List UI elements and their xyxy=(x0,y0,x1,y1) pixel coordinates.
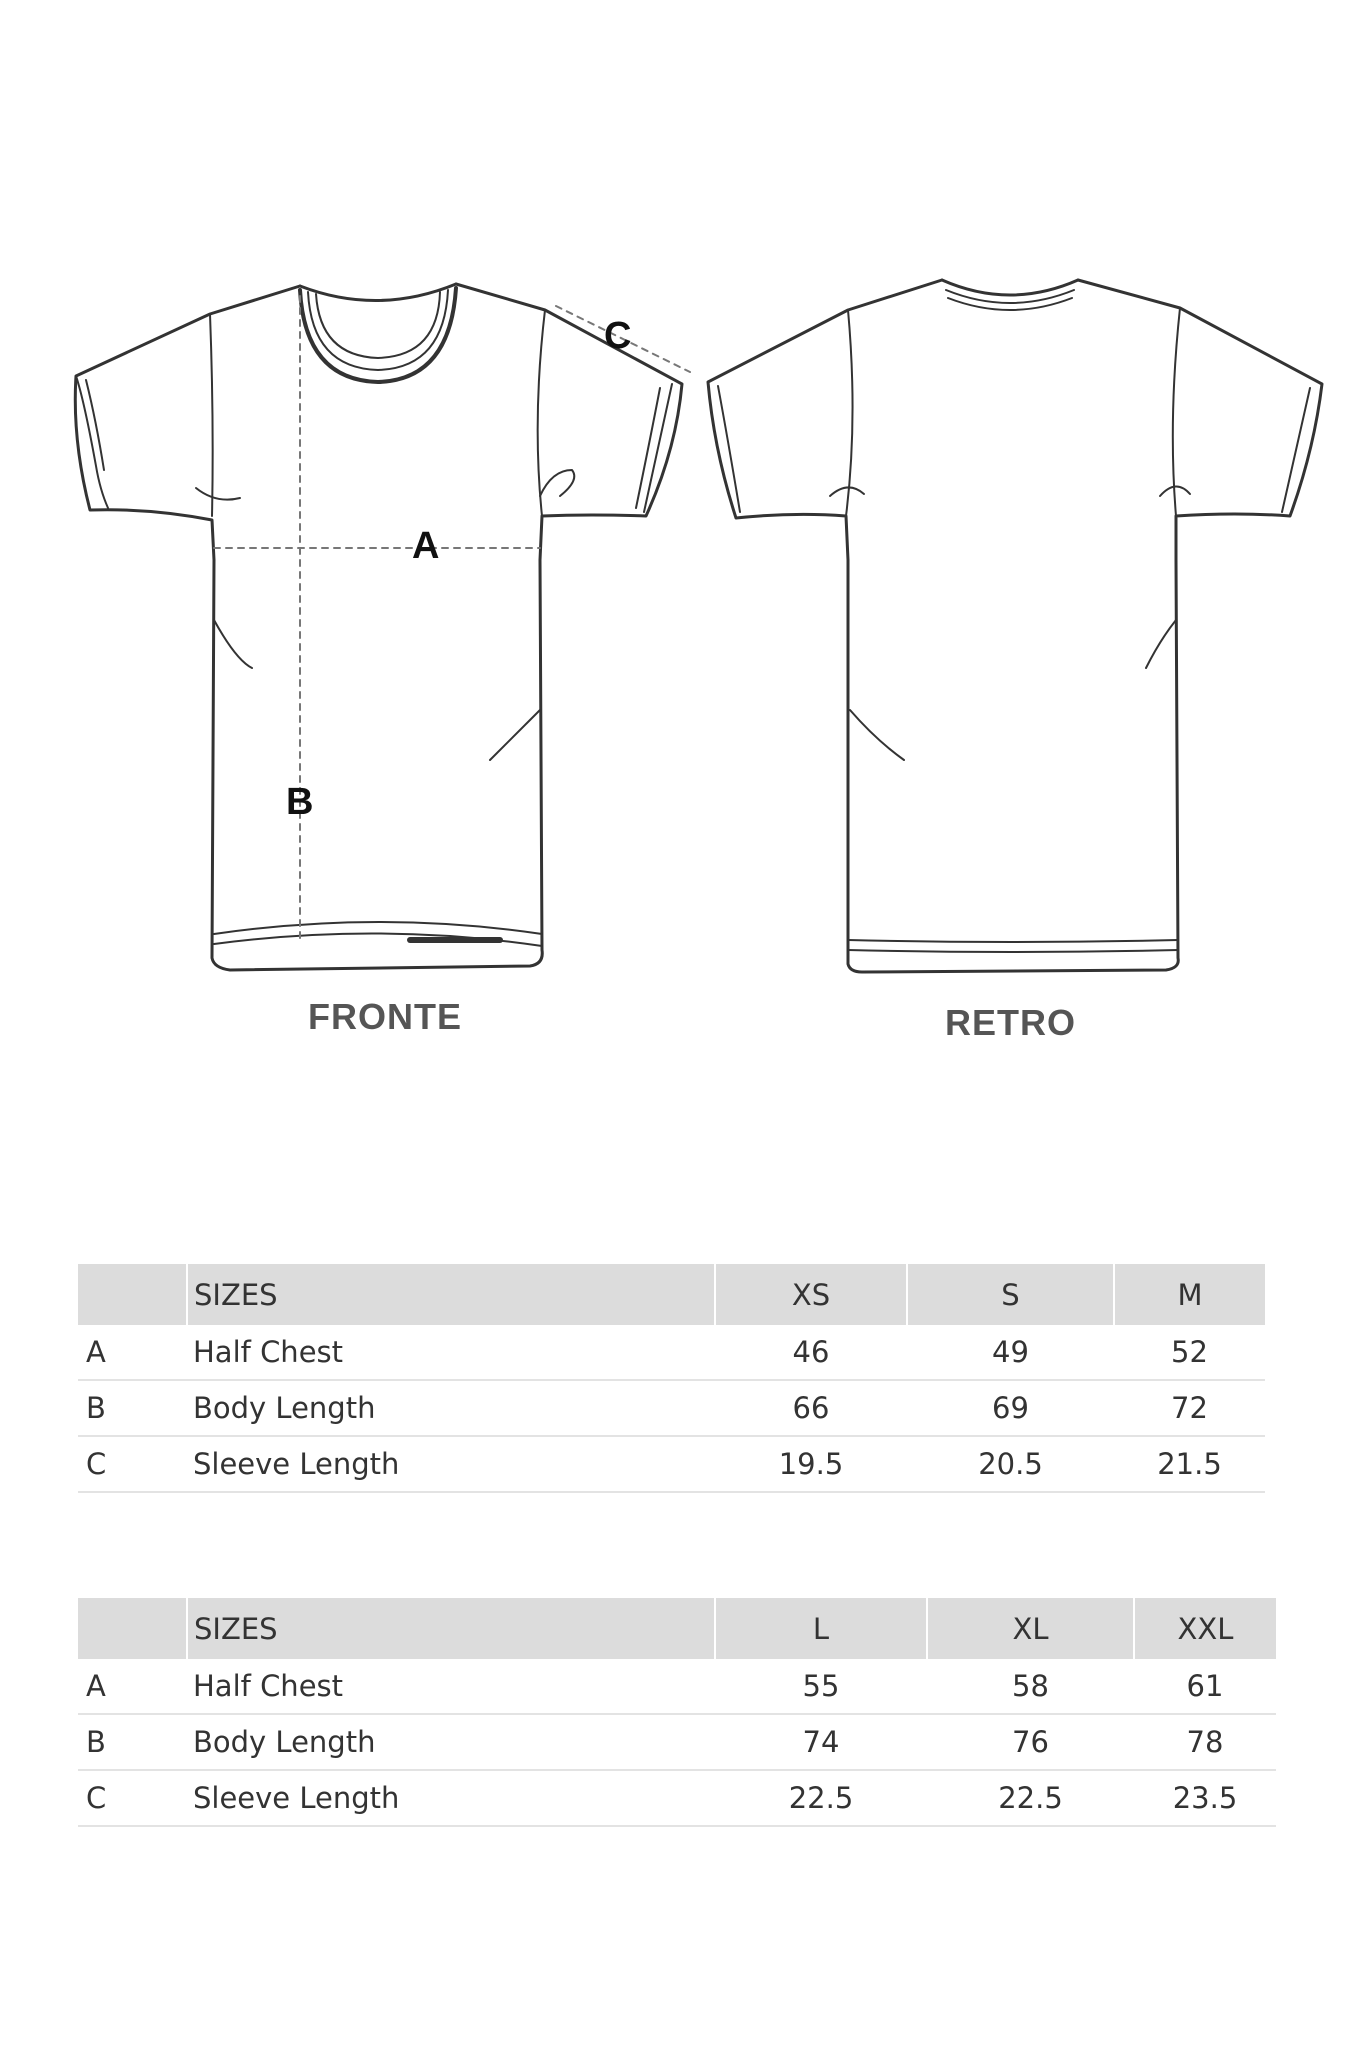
header-size-xl: XL xyxy=(927,1598,1134,1659)
tshirt-back-drawing xyxy=(708,280,1322,972)
row-key: C xyxy=(78,1770,187,1826)
table-row xyxy=(78,1436,1265,1492)
row-value: 21.5 xyxy=(1114,1436,1265,1492)
row-value: 22.5 xyxy=(715,1770,927,1826)
row-measure-name: Body Length xyxy=(187,1380,715,1436)
front-view-label: FRONTE xyxy=(308,996,462,1037)
row-value: 52 xyxy=(1114,1325,1265,1380)
table-row xyxy=(78,1659,1276,1714)
row-value: 61 xyxy=(1134,1659,1276,1714)
row-value: 78 xyxy=(1134,1714,1276,1770)
row-key: A xyxy=(78,1659,187,1714)
row-value: 72 xyxy=(1114,1380,1265,1436)
row-value: 74 xyxy=(715,1714,927,1770)
size-chart-table-small xyxy=(78,1264,1265,1493)
row-value: 23.5 xyxy=(1134,1770,1276,1826)
row-value: 19.5 xyxy=(715,1436,907,1492)
header-sizes-label: SIZES xyxy=(187,1264,715,1325)
header-size-xs: XS xyxy=(715,1264,907,1325)
row-value: 46 xyxy=(715,1325,907,1380)
size-chart-table-large xyxy=(78,1598,1276,1827)
row-measure-name: Body Length xyxy=(187,1714,715,1770)
marker-a: A xyxy=(412,525,440,567)
table-row xyxy=(78,1325,1265,1380)
row-value: 69 xyxy=(907,1380,1114,1436)
back-view-label: RETRO xyxy=(945,1002,1076,1043)
row-value: 20.5 xyxy=(907,1436,1114,1492)
row-key: C xyxy=(78,1436,187,1492)
row-value: 49 xyxy=(907,1325,1114,1380)
row-key: B xyxy=(78,1714,187,1770)
table-row xyxy=(78,1714,1276,1770)
marker-c: C xyxy=(604,315,632,357)
header-size-s: S xyxy=(907,1264,1114,1325)
table-header-row xyxy=(78,1264,1265,1325)
table-row xyxy=(78,1380,1265,1436)
row-value: 76 xyxy=(927,1714,1134,1770)
tshirt-front-drawing xyxy=(75,284,690,970)
row-value: 58 xyxy=(927,1659,1134,1714)
table-header-row xyxy=(78,1598,1276,1659)
row-measure-name: Half Chest xyxy=(187,1659,715,1714)
row-value: 66 xyxy=(715,1380,907,1436)
row-measure-name: Half Chest xyxy=(187,1325,715,1380)
header-key-cell xyxy=(78,1264,187,1325)
table-row xyxy=(78,1770,1276,1826)
row-measure-name: Sleeve Length xyxy=(187,1770,715,1826)
header-size-m: M xyxy=(1114,1264,1265,1325)
header-size-xxl: XXL xyxy=(1134,1598,1276,1659)
row-measure-name: Sleeve Length xyxy=(187,1436,715,1492)
row-key: A xyxy=(78,1325,187,1380)
row-key: B xyxy=(78,1380,187,1436)
row-value: 55 xyxy=(715,1659,927,1714)
row-value: 22.5 xyxy=(927,1770,1134,1826)
header-size-l: L xyxy=(715,1598,927,1659)
marker-b: B xyxy=(286,781,314,823)
header-sizes-label: SIZES xyxy=(187,1598,715,1659)
header-key-cell xyxy=(78,1598,187,1659)
